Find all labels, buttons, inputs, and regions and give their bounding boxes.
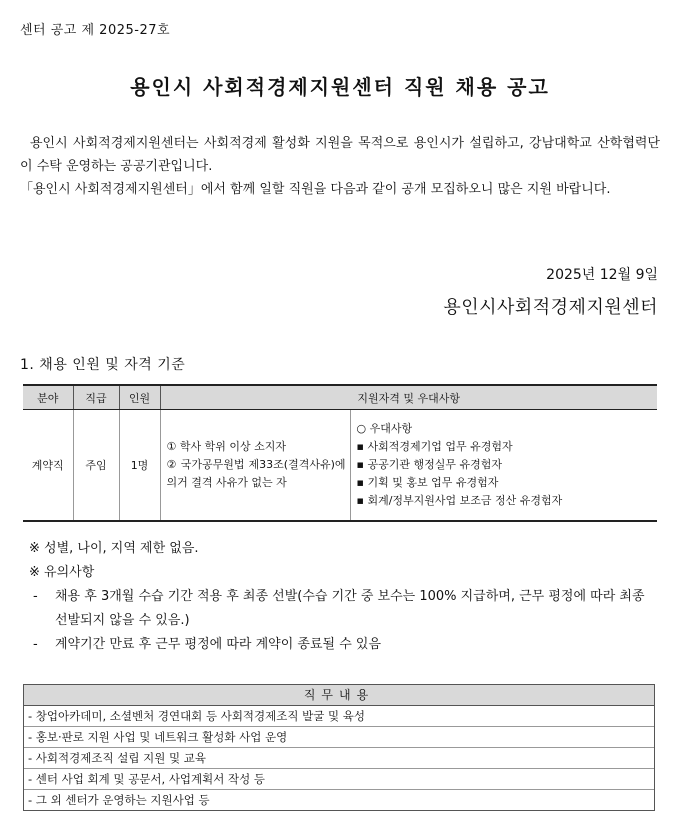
cell-preferences: [350, 410, 657, 522]
preferences-title: ○ 우대사항: [356, 422, 413, 435]
duty-item-2: - 홍보·판로 지원 사업 및 네트워크 활성화 사업 운영: [24, 727, 654, 748]
preference-2: ▪ 공공기관 행정실무 유경험자: [356, 458, 502, 471]
intro-text: [20, 132, 660, 201]
document-number: 센터 공고 제 2025-27호: [20, 23, 171, 38]
preference-1: ▪ 사회적경제기업 업무 유경험자: [356, 440, 513, 453]
duty-item-1: - 창업아카데미, 소셜벤처 경연대회 등 사회적경제조직 발굴 및 육성: [24, 706, 654, 727]
preference-3: ▪ 기획 및 홍보 업무 유경험자: [356, 476, 499, 489]
note-item-1: [29, 585, 661, 633]
note-item-2: [29, 633, 661, 657]
qualification-2: ② 국가공무원법 제33조(결격사유)에 의거 결격 사유가 없는 자: [166, 458, 346, 489]
qualification-1: ① 학사 학위 이상 소지자: [166, 440, 286, 453]
duty-item-3: - 사회적경제조직 설립 지원 및 교육: [24, 748, 654, 769]
section-1-title: 1. 채용 인원 및 자격 기준: [20, 357, 186, 373]
duty-item-5: - 그 외 센터가 운영하는 지원사업 등: [28, 793, 210, 807]
note-no-restriction: ※ 성별, 나이, 지역 제한 없음.: [29, 541, 199, 556]
cell-field: 계약직: [23, 410, 73, 522]
cell-count: 1명: [119, 410, 160, 522]
header-field: 분야: [23, 385, 73, 410]
header-count: 인원: [119, 385, 160, 410]
header-grade: 직급: [73, 385, 119, 410]
header-qualifications: 지원자격 및 우대사항: [160, 385, 657, 410]
table-header-row: [23, 385, 657, 410]
intro-paragraph-1: 용인시 사회적경제지원센터는 사회적경제 활성화 지원을 목적으로 용인시가 설립하고, 강남대학교 산학협력단이 수탁 운영하는 공공기관입니다.: [20, 136, 660, 174]
announcement-date: 2025년 12월 9일: [546, 267, 658, 283]
duty-table-header: 직무내용: [24, 685, 654, 706]
notes-section: [29, 537, 661, 657]
duty-table: [23, 684, 655, 811]
note-item-1-text: 채용 후 3개월 수습 기간 적용 후 최종 선발(수습 기간 중 보수는 100% 지급하며, 근무 평정에 따라 최종 선발되지 않을 수 있음.): [55, 589, 645, 628]
cell-grade: 주임: [73, 410, 119, 522]
table-row: [23, 410, 657, 522]
duty-item-4: - 센터 사업 회계 및 공문서, 사업계획서 작성 등: [24, 769, 654, 790]
cell-qualifications: [160, 410, 350, 522]
document-title: 용인시 사회적경제지원센터 직원 채용 공고: [130, 75, 550, 99]
recruitment-table: [23, 384, 657, 522]
preference-4: ▪ 회계/정부지원사업 보조금 정산 유경험자: [356, 494, 563, 507]
dash-marker: -: [33, 589, 38, 604]
organization-name: 용인시사회적경제지원센터: [443, 297, 658, 318]
note-caution-title: ※ 유의사항: [29, 565, 95, 580]
intro-paragraph-2: 「용인시 사회적경제지원센터」에서 함께 일할 직원을 다음과 같이 공개 모집하오니 많은 지원 바랍니다.: [20, 182, 611, 197]
dash-marker: -: [33, 637, 38, 652]
note-item-2-text: 계약기간 만료 후 근무 평정에 따라 계약이 종료될 수 있음: [55, 637, 382, 652]
